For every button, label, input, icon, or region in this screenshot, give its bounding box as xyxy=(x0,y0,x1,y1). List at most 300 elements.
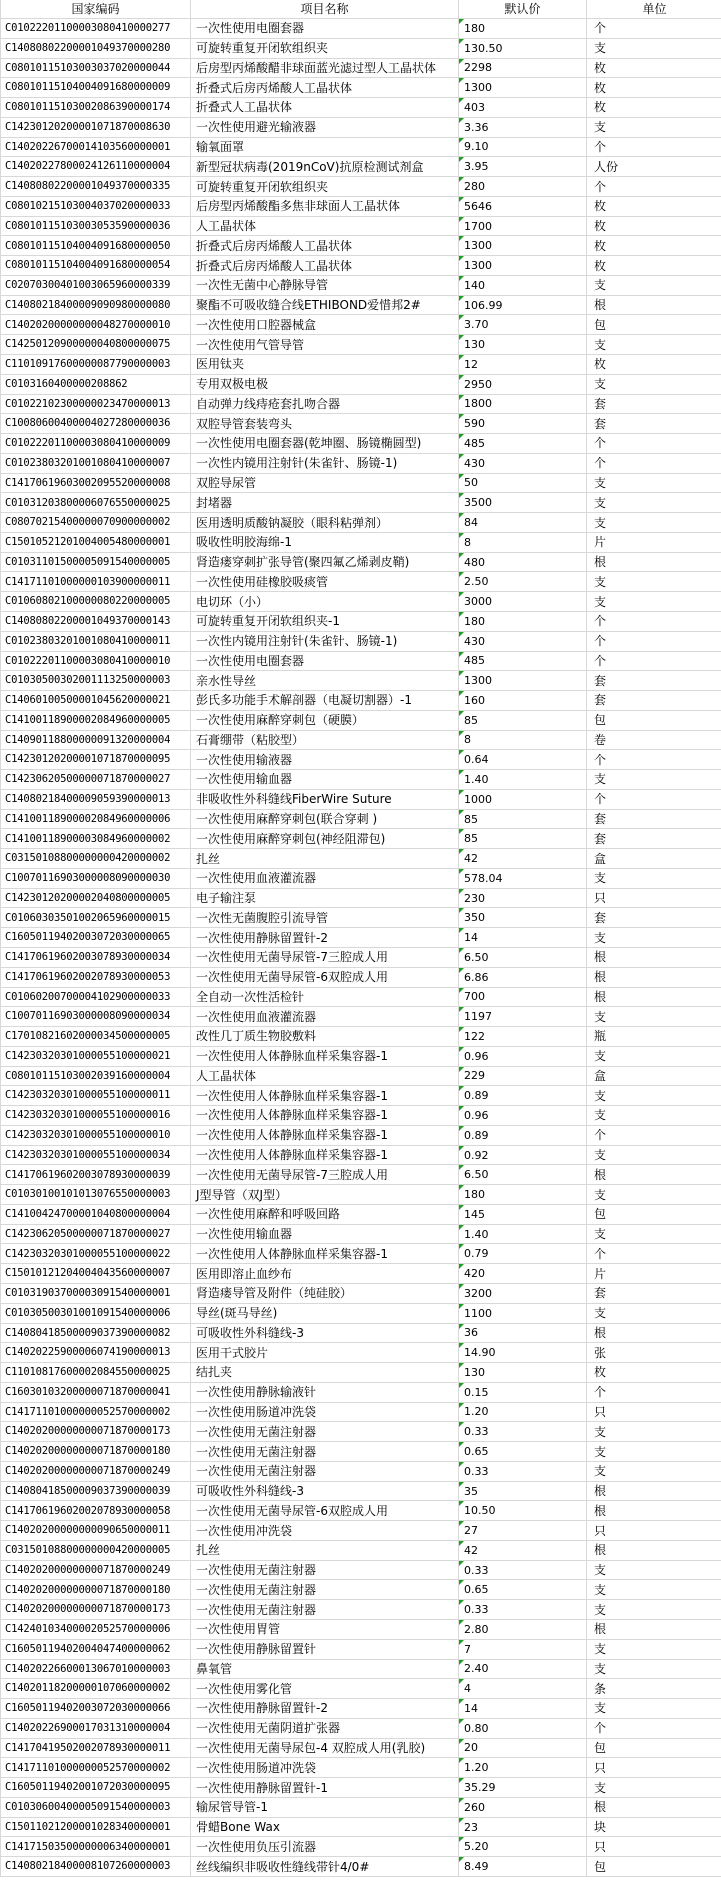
cell-national-code[interactable]: C01030600400005091540000003 xyxy=(1,1798,191,1818)
cell-item-name[interactable]: 一次性使用人体静脉血样采集容器-1 xyxy=(191,1106,459,1126)
cell-unit[interactable]: 只 xyxy=(587,1837,721,1857)
cell-unit[interactable]: 支 xyxy=(587,572,721,592)
cell-national-code[interactable]: C11010917600000087790000003 xyxy=(1,355,191,375)
cell-item-name[interactable]: 折叠式人工晶状体 xyxy=(191,98,459,118)
cell-unit[interactable]: 支 xyxy=(587,1146,721,1166)
cell-unit[interactable]: 个 xyxy=(587,1126,721,1146)
cell-default-price[interactable] xyxy=(459,1660,587,1680)
cell-default-price[interactable] xyxy=(459,948,587,968)
cell-national-code[interactable]: C01023803201001080410000011 xyxy=(1,632,191,652)
cell-default-price[interactable] xyxy=(459,138,587,158)
cell-default-price[interactable] xyxy=(459,78,587,98)
cell-unit[interactable]: 支 xyxy=(587,869,721,889)
cell-default-price[interactable] xyxy=(459,434,587,454)
cell-national-code[interactable]: C15010521201004005480000001 xyxy=(1,533,191,553)
cell-item-name[interactable]: 彭氏多功能手术解剖器（电凝切割器）-1 xyxy=(191,691,459,711)
cell-default-price[interactable] xyxy=(459,553,587,573)
cell-item-name[interactable]: 一次性使用雾化管 xyxy=(191,1679,459,1699)
cell-national-code[interactable]: C08010115103003037020000044 xyxy=(1,59,191,79)
cell-default-price[interactable] xyxy=(459,1857,587,1877)
cell-item-name[interactable]: J型导管（双J型） xyxy=(191,1185,459,1205)
cell-unit[interactable]: 只 xyxy=(587,1521,721,1541)
cell-default-price[interactable] xyxy=(459,533,587,553)
cell-unit[interactable]: 根 xyxy=(587,1501,721,1521)
cell-unit[interactable]: 只 xyxy=(587,1403,721,1423)
cell-national-code[interactable]: C14170419502002078930000011 xyxy=(1,1739,191,1759)
cell-unit[interactable]: 个 xyxy=(587,790,721,810)
cell-item-name[interactable]: 导丝(斑马导丝) xyxy=(191,1304,459,1324)
cell-item-name[interactable]: 一次性使用静脉留置针-2 xyxy=(191,928,459,948)
cell-national-code[interactable]: C14170619602003078930000039 xyxy=(1,1165,191,1185)
cell-default-price[interactable] xyxy=(459,770,587,790)
cell-national-code[interactable]: C14250120900000040800000075 xyxy=(1,335,191,355)
cell-default-price[interactable] xyxy=(459,612,587,632)
cell-default-price[interactable] xyxy=(459,1442,587,1462)
cell-national-code[interactable]: C08010215103004037020000033 xyxy=(1,197,191,217)
cell-unit[interactable]: 支 xyxy=(587,1086,721,1106)
cell-national-code[interactable]: C16050119402004047400000062 xyxy=(1,1640,191,1660)
cell-unit[interactable]: 片 xyxy=(587,1264,721,1284)
cell-default-price[interactable] xyxy=(459,1620,587,1640)
cell-unit[interactable]: 根 xyxy=(587,1324,721,1344)
cell-item-name[interactable]: 封堵器 xyxy=(191,493,459,513)
cell-item-name[interactable]: 一次性使用负压引流器 xyxy=(191,1837,459,1857)
cell-item-name[interactable]: 电切环（小） xyxy=(191,592,459,612)
cell-unit[interactable]: 支 xyxy=(587,1225,721,1245)
cell-default-price[interactable] xyxy=(459,1304,587,1324)
cell-item-name[interactable]: 鼻氧管 xyxy=(191,1660,459,1680)
cell-default-price[interactable] xyxy=(459,1146,587,1166)
cell-item-name[interactable]: 石膏绷带（粘胶型） xyxy=(191,731,459,751)
cell-unit[interactable]: 支 xyxy=(587,118,721,138)
cell-item-name[interactable]: 一次性使用麻醉穿刺包（硬膜） xyxy=(191,711,459,731)
cell-default-price[interactable] xyxy=(459,335,587,355)
cell-default-price[interactable] xyxy=(459,1264,587,1284)
cell-item-name[interactable]: 一次性使用静脉输液针 xyxy=(191,1383,459,1403)
cell-unit[interactable]: 个 xyxy=(587,177,721,197)
cell-national-code[interactable]: C14171503500000006340000001 xyxy=(1,1837,191,1857)
cell-unit[interactable]: 支 xyxy=(587,592,721,612)
cell-item-name[interactable]: 后房型丙烯酸酯多焦非球面人工晶状体 xyxy=(191,197,459,217)
cell-national-code[interactable]: C01023803201001080410000007 xyxy=(1,454,191,474)
cell-item-name[interactable]: 一次性内镜用注射针(朱雀针、肠镜-1) xyxy=(191,632,459,652)
cell-default-price[interactable] xyxy=(459,217,587,237)
cell-default-price[interactable] xyxy=(459,236,587,256)
cell-unit[interactable]: 支 xyxy=(587,1600,721,1620)
cell-default-price[interactable] xyxy=(459,1482,587,1502)
cell-unit[interactable]: 个 xyxy=(587,632,721,652)
cell-national-code[interactable]: C14230120200001071870008630 xyxy=(1,118,191,138)
cell-national-code[interactable]: C14230320301000055100000010 xyxy=(1,1126,191,1146)
cell-national-code[interactable]: C08010115104004091680000050 xyxy=(1,236,191,256)
cell-item-name[interactable]: 一次性无菌腹腔引流导管 xyxy=(191,908,459,928)
cell-item-name[interactable]: 一次性使用人体静脉血样采集容器-1 xyxy=(191,1146,459,1166)
cell-national-code[interactable]: C01022201100003080410000009 xyxy=(1,434,191,454)
cell-unit[interactable]: 枚 xyxy=(587,98,721,118)
cell-item-name[interactable]: 一次性使用无菌导尿管-6双腔成人用 xyxy=(191,1501,459,1521)
cell-item-name[interactable]: 肾造瘘导管及附件（纯硅胶） xyxy=(191,1284,459,1304)
cell-item-name[interactable]: 一次性使用无菌导尿管-7三腔成人用 xyxy=(191,948,459,968)
cell-default-price[interactable] xyxy=(459,1640,587,1660)
cell-national-code[interactable]: C01030500301001091540000006 xyxy=(1,1304,191,1324)
cell-unit[interactable]: 片 xyxy=(587,533,721,553)
cell-unit[interactable]: 枚 xyxy=(587,256,721,276)
cell-default-price[interactable] xyxy=(459,889,587,909)
cell-default-price[interactable] xyxy=(459,1837,587,1857)
cell-national-code[interactable]: C14230320301000055100000034 xyxy=(1,1146,191,1166)
cell-default-price[interactable] xyxy=(459,1462,587,1482)
cell-default-price[interactable] xyxy=(459,1521,587,1541)
cell-national-code[interactable]: C14020226600013067010000003 xyxy=(1,1660,191,1680)
cell-item-name[interactable]: 一次性使用无菌注射器 xyxy=(191,1462,459,1482)
cell-national-code[interactable]: C14171101000000103900000011 xyxy=(1,572,191,592)
cell-item-name[interactable]: 双腔导尿管 xyxy=(191,474,459,494)
cell-item-name[interactable]: 吸收性明胶海绵-1 xyxy=(191,533,459,553)
cell-default-price[interactable] xyxy=(459,988,587,1008)
cell-default-price[interactable] xyxy=(459,355,587,375)
cell-unit[interactable]: 根 xyxy=(587,1798,721,1818)
cell-item-name[interactable]: 扎丝 xyxy=(191,1541,459,1561)
cell-national-code[interactable]: C11010817600002084550000025 xyxy=(1,1363,191,1383)
cell-unit[interactable]: 个 xyxy=(587,19,721,39)
cell-unit[interactable]: 套 xyxy=(587,829,721,849)
cell-national-code[interactable]: C0103160400000208862 xyxy=(1,375,191,395)
cell-unit[interactable]: 支 xyxy=(587,1106,721,1126)
cell-national-code[interactable]: C01031101500005091540000005 xyxy=(1,553,191,573)
cell-national-code[interactable]: C17010821602000034500000005 xyxy=(1,1027,191,1047)
cell-item-name[interactable]: 一次性使用人体静脉血样采集容器-1 xyxy=(191,1086,459,1106)
cell-unit[interactable]: 套 xyxy=(587,691,721,711)
cell-item-name[interactable]: 自动弹力线痔疮套扎吻合器 xyxy=(191,395,459,415)
column-header-national-code[interactable]: 国家编码 xyxy=(1,0,191,19)
cell-item-name[interactable]: 电子输注泵 xyxy=(191,889,459,909)
cell-default-price[interactable] xyxy=(459,493,587,513)
cell-national-code[interactable]: C01022201100003080410000010 xyxy=(1,652,191,672)
cell-national-code[interactable]: C01031903700003091540000001 xyxy=(1,1284,191,1304)
cell-national-code[interactable]: C16050119402003072030000065 xyxy=(1,928,191,948)
cell-default-price[interactable] xyxy=(459,908,587,928)
cell-unit[interactable]: 人份 xyxy=(587,157,721,177)
cell-default-price[interactable] xyxy=(459,1739,587,1759)
cell-unit[interactable]: 包 xyxy=(587,1857,721,1877)
cell-national-code[interactable]: C16050119402003072030000066 xyxy=(1,1699,191,1719)
cell-item-name[interactable]: 一次性使用电圈套器 xyxy=(191,19,459,39)
cell-default-price[interactable] xyxy=(459,1541,587,1561)
cell-unit[interactable]: 支 xyxy=(587,928,721,948)
cell-unit[interactable]: 枚 xyxy=(587,59,721,79)
cell-national-code[interactable]: C08010115103003053590000036 xyxy=(1,217,191,237)
cell-national-code[interactable]: C14170619602002078930000058 xyxy=(1,1501,191,1521)
cell-unit[interactable]: 套 xyxy=(587,414,721,434)
cell-default-price[interactable] xyxy=(459,1067,587,1087)
cell-default-price[interactable] xyxy=(459,1798,587,1818)
cell-unit[interactable]: 瓶 xyxy=(587,1027,721,1047)
cell-national-code[interactable]: C14230320301000055100000021 xyxy=(1,1047,191,1067)
cell-unit[interactable]: 枚 xyxy=(587,236,721,256)
cell-national-code[interactable]: C01060200700004102900000033 xyxy=(1,988,191,1008)
cell-default-price[interactable] xyxy=(459,1403,587,1423)
cell-unit[interactable]: 支 xyxy=(587,1007,721,1027)
cell-national-code[interactable]: C14080218400008107260000003 xyxy=(1,1857,191,1877)
cell-unit[interactable]: 支 xyxy=(587,39,721,59)
cell-unit[interactable]: 根 xyxy=(587,1165,721,1185)
cell-item-name[interactable]: 一次性使用无菌注射器 xyxy=(191,1442,459,1462)
cell-unit[interactable]: 个 xyxy=(587,138,721,158)
cell-national-code[interactable]: C10070116903000008090000034 xyxy=(1,1007,191,1027)
cell-unit[interactable]: 卷 xyxy=(587,731,721,751)
cell-national-code[interactable]: C14020226900017031310000004 xyxy=(1,1719,191,1739)
cell-national-code[interactable]: C03150108800000000420000002 xyxy=(1,849,191,869)
cell-unit[interactable]: 块 xyxy=(587,1818,721,1838)
cell-item-name[interactable]: 医用透明质酸钠凝胶（眼科粘弹剂） xyxy=(191,513,459,533)
cell-default-price[interactable] xyxy=(459,375,587,395)
cell-unit[interactable]: 支 xyxy=(587,1660,721,1680)
cell-item-name[interactable]: 亲水性导丝 xyxy=(191,671,459,691)
cell-national-code[interactable]: C14170619602002078930000053 xyxy=(1,968,191,988)
cell-item-name[interactable]: 一次性使用麻醉和呼吸回路 xyxy=(191,1205,459,1225)
cell-national-code[interactable]: C01030500302001113250000003 xyxy=(1,671,191,691)
cell-default-price[interactable] xyxy=(459,1205,587,1225)
cell-default-price[interactable] xyxy=(459,1324,587,1344)
cell-default-price[interactable] xyxy=(459,1244,587,1264)
cell-unit[interactable]: 支 xyxy=(587,335,721,355)
cell-national-code[interactable]: C10080600400004027280000036 xyxy=(1,414,191,434)
cell-national-code[interactable]: C08010115104004091680000009 xyxy=(1,78,191,98)
cell-item-name[interactable]: 一次性使用静脉留置针-2 xyxy=(191,1699,459,1719)
cell-national-code[interactable]: C15010121204004043560000007 xyxy=(1,1264,191,1284)
column-header-default-price[interactable]: 默认价 xyxy=(459,0,587,19)
cell-default-price[interactable] xyxy=(459,1047,587,1067)
cell-national-code[interactable]: C14020227800024126110000004 xyxy=(1,157,191,177)
cell-item-name[interactable]: 一次性使用输血器 xyxy=(191,770,459,790)
cell-item-name[interactable]: 扎丝 xyxy=(191,849,459,869)
cell-unit[interactable]: 支 xyxy=(587,1442,721,1462)
cell-item-name[interactable]: 一次性无菌中心静脉导管 xyxy=(191,276,459,296)
cell-item-name[interactable]: 可吸收性外科缝线-3 xyxy=(191,1482,459,1502)
cell-unit[interactable]: 包 xyxy=(587,1205,721,1225)
cell-item-name[interactable]: 一次性使用无菌注射器 xyxy=(191,1600,459,1620)
cell-default-price[interactable] xyxy=(459,197,587,217)
cell-unit[interactable]: 支 xyxy=(587,513,721,533)
cell-item-name[interactable]: 一次性使用输液器 xyxy=(191,750,459,770)
cell-national-code[interactable]: C14080802200001049370000143 xyxy=(1,612,191,632)
cell-unit[interactable]: 枚 xyxy=(587,197,721,217)
column-header-unit[interactable]: 单位 xyxy=(587,0,721,19)
cell-national-code[interactable]: C14230620500000071870000027 xyxy=(1,770,191,790)
cell-item-name[interactable]: 一次性使用硅橡胶吸痰管 xyxy=(191,572,459,592)
cell-unit[interactable]: 枚 xyxy=(587,217,721,237)
cell-unit[interactable]: 支 xyxy=(587,1047,721,1067)
cell-item-name[interactable]: 折叠式后房丙烯酸人工晶状体 xyxy=(191,236,459,256)
cell-national-code[interactable]: C08010115103002039160000004 xyxy=(1,1067,191,1087)
cell-default-price[interactable] xyxy=(459,1185,587,1205)
cell-item-name[interactable]: 可旋转重复开闭软组织夹 xyxy=(191,39,459,59)
cell-default-price[interactable] xyxy=(459,691,587,711)
cell-unit[interactable]: 盒 xyxy=(587,849,721,869)
cell-item-name[interactable]: 一次性使用麻醉穿刺包(联合穿刺 ) xyxy=(191,810,459,830)
cell-default-price[interactable] xyxy=(459,19,587,39)
cell-national-code[interactable]: C14230320301000055100000022 xyxy=(1,1244,191,1264)
cell-item-name[interactable]: 聚酯不可吸收缝合线ETHIBOND爱惜邦2# xyxy=(191,296,459,316)
cell-national-code[interactable]: C01031203800006076550000025 xyxy=(1,493,191,513)
cell-default-price[interactable] xyxy=(459,632,587,652)
cell-item-name[interactable]: 一次性使用静脉留置针-1 xyxy=(191,1778,459,1798)
cell-default-price[interactable] xyxy=(459,849,587,869)
cell-default-price[interactable] xyxy=(459,1383,587,1403)
cell-unit[interactable]: 个 xyxy=(587,434,721,454)
cell-national-code[interactable]: C14080418500009037390000039 xyxy=(1,1482,191,1502)
cell-default-price[interactable] xyxy=(459,1600,587,1620)
cell-default-price[interactable] xyxy=(459,118,587,138)
cell-unit[interactable]: 个 xyxy=(587,454,721,474)
cell-unit[interactable]: 支 xyxy=(587,474,721,494)
cell-default-price[interactable] xyxy=(459,671,587,691)
cell-national-code[interactable]: C14230320301000055100000011 xyxy=(1,1086,191,1106)
cell-unit[interactable]: 根 xyxy=(587,1482,721,1502)
cell-default-price[interactable] xyxy=(459,1422,587,1442)
cell-unit[interactable]: 支 xyxy=(587,1422,721,1442)
cell-national-code[interactable]: C08070215400000070900000002 xyxy=(1,513,191,533)
cell-national-code[interactable]: C14090118800000091320000004 xyxy=(1,731,191,751)
cell-national-code[interactable]: C14020200000000071870000173 xyxy=(1,1422,191,1442)
cell-unit[interactable]: 根 xyxy=(587,988,721,1008)
cell-item-name[interactable]: 一次性使用口腔器械盒 xyxy=(191,315,459,335)
cell-unit[interactable]: 只 xyxy=(587,889,721,909)
cell-default-price[interactable] xyxy=(459,513,587,533)
cell-item-name[interactable]: 一次性使用静脉留置针 xyxy=(191,1640,459,1660)
cell-default-price[interactable] xyxy=(459,414,587,434)
cell-item-name[interactable]: 专用双极电极 xyxy=(191,375,459,395)
cell-unit[interactable]: 盒 xyxy=(587,1067,721,1087)
cell-default-price[interactable] xyxy=(459,1719,587,1739)
cell-item-name[interactable]: 一次性内镜用注射针(朱雀针、肠镜-1) xyxy=(191,454,459,474)
cell-unit[interactable]: 支 xyxy=(587,375,721,395)
cell-default-price[interactable] xyxy=(459,1126,587,1146)
cell-national-code[interactable]: C14080802200001049370000280 xyxy=(1,39,191,59)
cell-unit[interactable]: 支 xyxy=(587,1699,721,1719)
cell-item-name[interactable]: 可旋转重复开闭软组织夹-1 xyxy=(191,612,459,632)
cell-unit[interactable]: 个 xyxy=(587,1383,721,1403)
cell-national-code[interactable]: C16050119402001072030000095 xyxy=(1,1778,191,1798)
cell-national-code[interactable]: C01022102300000023470000013 xyxy=(1,395,191,415)
cell-item-name[interactable]: 一次性使用避光输液器 xyxy=(191,118,459,138)
cell-default-price[interactable] xyxy=(459,1778,587,1798)
cell-unit[interactable]: 支 xyxy=(587,1185,721,1205)
cell-default-price[interactable] xyxy=(459,1086,587,1106)
cell-default-price[interactable] xyxy=(459,810,587,830)
cell-item-name[interactable]: 一次性使用电圈套器(乾坤圈、肠镜椭圆型) xyxy=(191,434,459,454)
cell-item-name[interactable]: 一次性使用无菌导尿管-6双腔成人用 xyxy=(191,968,459,988)
cell-unit[interactable]: 支 xyxy=(587,1462,721,1482)
cell-national-code[interactable]: C02070300401003065960000339 xyxy=(1,276,191,296)
cell-item-name[interactable]: 一次性使用无菌注射器 xyxy=(191,1580,459,1600)
cell-item-name[interactable]: 人工晶状体 xyxy=(191,1067,459,1087)
cell-default-price[interactable] xyxy=(459,474,587,494)
cell-item-name[interactable]: 可吸收性外科缝线-3 xyxy=(191,1324,459,1344)
cell-default-price[interactable] xyxy=(459,315,587,335)
cell-default-price[interactable] xyxy=(459,711,587,731)
cell-national-code[interactable]: C14080418500009037390000082 xyxy=(1,1324,191,1344)
cell-unit[interactable]: 个 xyxy=(587,652,721,672)
cell-default-price[interactable] xyxy=(459,1818,587,1838)
cell-unit[interactable]: 个 xyxy=(587,1244,721,1264)
cell-default-price[interactable] xyxy=(459,1580,587,1600)
cell-national-code[interactable]: C14020226700014103560000001 xyxy=(1,138,191,158)
cell-item-name[interactable]: 一次性使用无菌注射器 xyxy=(191,1561,459,1581)
cell-default-price[interactable] xyxy=(459,454,587,474)
cell-unit[interactable]: 支 xyxy=(587,1304,721,1324)
cell-national-code[interactable]: C14100118900002084960000005 xyxy=(1,711,191,731)
cell-national-code[interactable]: C14170619603002095520000008 xyxy=(1,474,191,494)
cell-item-name[interactable]: 全自动一次性活检针 xyxy=(191,988,459,1008)
cell-national-code[interactable]: C14020225900006074190000013 xyxy=(1,1343,191,1363)
cell-unit[interactable]: 包 xyxy=(587,315,721,335)
cell-national-code[interactable]: C14020200000000071870000180 xyxy=(1,1580,191,1600)
cell-unit[interactable]: 个 xyxy=(587,1719,721,1739)
cell-national-code[interactable]: C14020200000000071870000180 xyxy=(1,1442,191,1462)
cell-item-name[interactable]: 一次性使用血液灌流器 xyxy=(191,1007,459,1027)
cell-item-name[interactable]: 骨蜡Bone Wax xyxy=(191,1818,459,1838)
cell-unit[interactable]: 根 xyxy=(587,296,721,316)
cell-item-name[interactable]: 一次性使用人体静脉血样采集容器-1 xyxy=(191,1047,459,1067)
cell-unit[interactable]: 枚 xyxy=(587,78,721,98)
cell-national-code[interactable]: C14080218400009059390000013 xyxy=(1,790,191,810)
cell-unit[interactable]: 支 xyxy=(587,493,721,513)
cell-unit[interactable]: 条 xyxy=(587,1679,721,1699)
cell-national-code[interactable]: C14100118900002084960000006 xyxy=(1,810,191,830)
column-header-item-name[interactable]: 项目名称 xyxy=(191,0,459,19)
cell-unit[interactable]: 套 xyxy=(587,671,721,691)
cell-default-price[interactable] xyxy=(459,1106,587,1126)
cell-default-price[interactable] xyxy=(459,1699,587,1719)
cell-default-price[interactable] xyxy=(459,1363,587,1383)
cell-unit[interactable]: 只 xyxy=(587,1758,721,1778)
cell-item-name[interactable]: 结扎夹 xyxy=(191,1363,459,1383)
cell-national-code[interactable]: C14171101000000052570000002 xyxy=(1,1403,191,1423)
cell-default-price[interactable] xyxy=(459,39,587,59)
cell-default-price[interactable] xyxy=(459,1007,587,1027)
cell-unit[interactable]: 根 xyxy=(587,1541,721,1561)
cell-item-name[interactable]: 医用干式胶片 xyxy=(191,1343,459,1363)
cell-default-price[interactable] xyxy=(459,968,587,988)
cell-unit[interactable]: 个 xyxy=(587,750,721,770)
cell-unit[interactable]: 根 xyxy=(587,1620,721,1640)
cell-item-name[interactable]: 一次性使用气管导管 xyxy=(191,335,459,355)
cell-item-name[interactable]: 一次性使用胃管 xyxy=(191,1620,459,1640)
cell-national-code[interactable]: C14100424700001040800000004 xyxy=(1,1205,191,1225)
cell-item-name[interactable]: 一次性使用人体静脉血样采集容器-1 xyxy=(191,1126,459,1146)
cell-default-price[interactable] xyxy=(459,592,587,612)
cell-item-name[interactable]: 一次性使用肠道冲洗袋 xyxy=(191,1403,459,1423)
cell-national-code[interactable]: C14240103400002052570000006 xyxy=(1,1620,191,1640)
cell-default-price[interactable] xyxy=(459,731,587,751)
cell-default-price[interactable] xyxy=(459,1561,587,1581)
cell-default-price[interactable] xyxy=(459,157,587,177)
cell-default-price[interactable] xyxy=(459,928,587,948)
cell-item-name[interactable]: 一次性使用电圈套器 xyxy=(191,652,459,672)
cell-national-code[interactable]: C14020118200000107060000002 xyxy=(1,1679,191,1699)
cell-default-price[interactable] xyxy=(459,829,587,849)
cell-unit[interactable]: 根 xyxy=(587,553,721,573)
cell-unit[interactable]: 支 xyxy=(587,276,721,296)
cell-default-price[interactable] xyxy=(459,59,587,79)
cell-item-name[interactable]: 折叠式后房丙烯酸人工晶状体 xyxy=(191,78,459,98)
cell-national-code[interactable]: C14060100500001045620000021 xyxy=(1,691,191,711)
cell-item-name[interactable]: 医用钛夹 xyxy=(191,355,459,375)
cell-unit[interactable]: 支 xyxy=(587,770,721,790)
cell-national-code[interactable]: C14230320301000055100000016 xyxy=(1,1106,191,1126)
cell-unit[interactable]: 个 xyxy=(587,612,721,632)
